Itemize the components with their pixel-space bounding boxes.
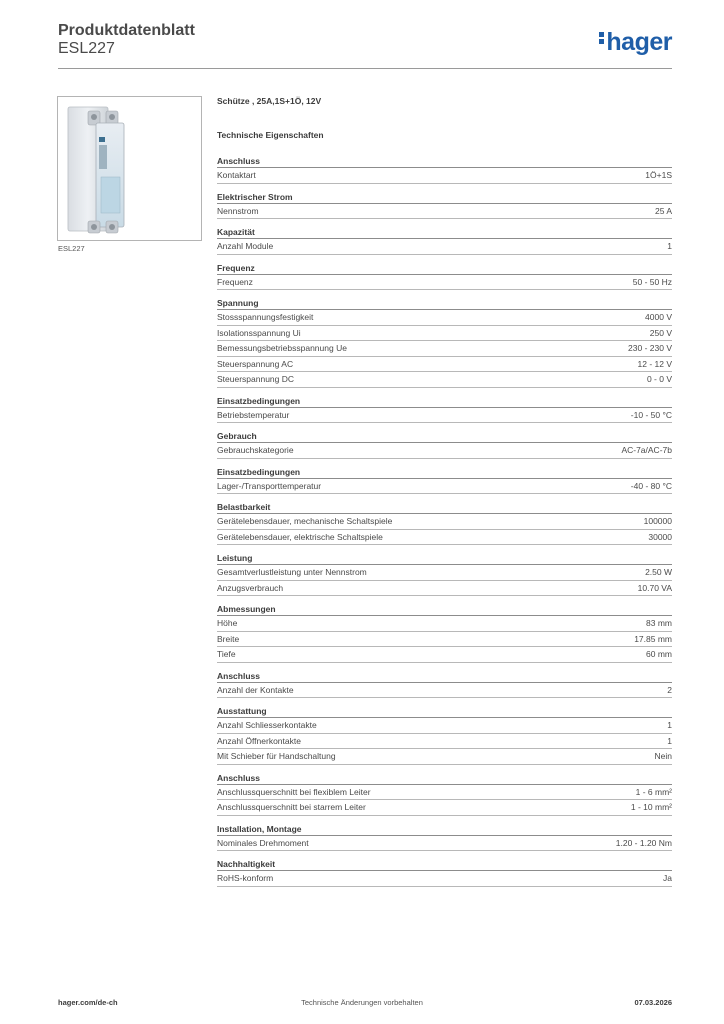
spec-value: 1 [667,735,672,746]
spec-row [217,341,672,357]
spec-row [217,357,672,373]
spec-group-title: Installation, Montage [217,823,672,836]
spec-value: 60 mm [646,649,672,659]
spec-label: Anzahl der Kontakte [217,684,294,695]
spec-label: Stossspannungsfestigkeit [217,312,314,322]
footer-date: 07.03.2026 [634,998,672,1007]
spec-value: 1 [667,241,672,251]
spec-group [217,603,672,663]
spec-label: Gerätelebensdauer, elektrische Schaltspiele [217,531,383,542]
spec-label: Frequenz [217,276,253,287]
spec-value: -10 - 50 °C [630,409,672,420]
spec-label: Anzugsverbrauch [217,582,284,593]
spec-value: 50 - 50 Hz [632,276,672,287]
spec-value: 83 mm [646,618,672,628]
spec-label: Lager-/Transporttemperatur [217,480,322,491]
spec-label: Anschlussquerschnitt bei starrem Leiter [217,802,366,812]
product-image [57,96,202,241]
spec-row [217,632,672,648]
spec-group-title: Nachhaltigkeit [217,858,672,871]
spec-group [217,262,672,291]
spec-row [217,800,672,816]
spec-value: 1 [667,720,672,730]
spec-label: Anschlussquerschnitt bei flexiblem Leiter [217,786,371,797]
spec-label: Steuerspannung AC [217,358,294,369]
footer-website-link[interactable]: hager.com/de-ch [58,998,118,1007]
spec-group [217,772,672,816]
spec-value: 0 - 0 V [646,374,672,384]
spec-value: 12 - 12 V [637,358,672,369]
spec-group-title: Gebrauch [217,430,672,443]
spec-group [217,155,672,184]
spec-row [217,514,672,530]
spec-label: Gerätelebensdauer, mechanische Schaltspiele [217,516,393,526]
spec-row [217,581,672,597]
spec-group [217,191,672,220]
spec-group-title: Abmessungen [217,603,672,616]
spec-row [217,785,672,801]
spec-group-title: Ausstattung [217,705,672,718]
spec-label: Anzahl Schliesserkontakte [217,720,317,730]
spec-label: Nominales Drehmoment [217,837,309,848]
spec-label: Isolationsspannung Ui [217,327,301,338]
spec-group [217,466,672,495]
spec-row [217,204,672,220]
spec-row [217,616,672,632]
header-divider [58,68,672,69]
spec-value: AC-7a/AC-7b [621,445,672,455]
spec-sheet [217,96,672,887]
logo-text: hager [606,28,672,56]
spec-label: Gesamtverlustleistung unter Nennstrom [217,567,367,577]
spec-group [217,226,672,255]
spec-row [217,647,672,663]
spec-group-title: Leistung [217,552,672,565]
spec-group [217,670,672,699]
spec-group-title: Belastbarkeit [217,501,672,514]
page-title: Produktdatenblatt [58,22,195,39]
spec-label: Kontaktart [217,170,256,180]
spec-label: Mit Schieber für Handschaltung [217,751,336,761]
spec-row [217,239,672,255]
product-code: ESL227 [58,40,115,57]
hager-logo [599,28,672,56]
spec-label: Höhe [217,618,238,628]
spec-group-title: Anschluss [217,772,672,785]
product-description: Schütze , 25A,1S+1Ö, 12V [217,96,322,106]
spec-row [217,871,672,887]
spec-section-title: Technische Eigenschaften [217,130,324,140]
spec-value: 2.50 W [645,567,672,577]
spec-group-title: Spannung [217,297,672,310]
spec-label: Betriebstemperatur [217,409,290,420]
spec-row [217,310,672,326]
spec-group-title: Einsatzbedingungen [217,466,672,479]
spec-row [217,443,672,459]
spec-value: -40 - 80 °C [630,480,672,491]
footer-notice: Technische Änderungen vorbehalten [301,998,423,1007]
spec-row [217,408,672,424]
spec-label: Steuerspannung DC [217,374,295,384]
spec-value: 1Ö+1S [645,170,672,180]
spec-group-title: Anschluss [217,155,672,168]
spec-label: Anzahl Module [217,241,274,251]
spec-label: Gebrauchskategorie [217,445,294,455]
spec-value: Nein [654,751,672,761]
spec-value: 25 A [654,205,672,216]
spec-value: Ja [663,873,672,883]
spec-row [217,734,672,750]
spec-value: 30000 [648,531,672,542]
spec-row [217,326,672,342]
spec-value: 230 - 230 V [628,343,672,353]
spec-row [217,718,672,734]
spec-value: 10.70 VA [637,582,672,593]
spec-row [217,168,672,184]
spec-group [217,823,672,852]
spec-group [217,395,672,424]
contactor-device-icon [58,97,201,240]
logo-dots-icon [599,30,604,46]
spec-value: 1.20 - 1.20 Nm [615,837,672,848]
spec-group [217,858,672,887]
spec-groups [217,155,672,887]
spec-value: 1 - 6 mm² [635,786,672,797]
spec-value: 1 - 10 mm² [630,802,672,812]
spec-value: 4000 V [645,312,672,322]
spec-group [217,552,672,596]
spec-value: 17.85 mm [634,633,672,644]
spec-label: Tiefe [217,649,236,659]
spec-row [217,372,672,388]
spec-group-title: Frequenz [217,262,672,275]
spec-group [217,297,672,388]
spec-row [217,479,672,495]
image-caption: ESL227 [58,244,85,253]
spec-row [217,275,672,291]
spec-group-title: Einsatzbedingungen [217,395,672,408]
spec-label: Breite [217,633,240,644]
spec-value: 250 V [649,327,672,338]
spec-label: Nennstrom [217,205,259,216]
spec-group [217,705,672,765]
spec-label: RoHS-konform [217,873,274,883]
spec-group [217,501,672,545]
spec-row [217,683,672,699]
spec-value: 100000 [643,516,672,526]
spec-row [217,530,672,546]
spec-label: Bemessungsbetriebsspannung Ue [217,343,347,353]
spec-group [217,430,672,459]
spec-group-title: Elektrischer Strom [217,191,672,204]
spec-row [217,749,672,765]
spec-group-title: Kapazität [217,226,672,239]
spec-value: 2 [667,684,672,695]
spec-group-title: Anschluss [217,670,672,683]
spec-label: Anzahl Öffnerkontakte [217,735,301,746]
spec-row [217,565,672,581]
spec-row [217,836,672,852]
